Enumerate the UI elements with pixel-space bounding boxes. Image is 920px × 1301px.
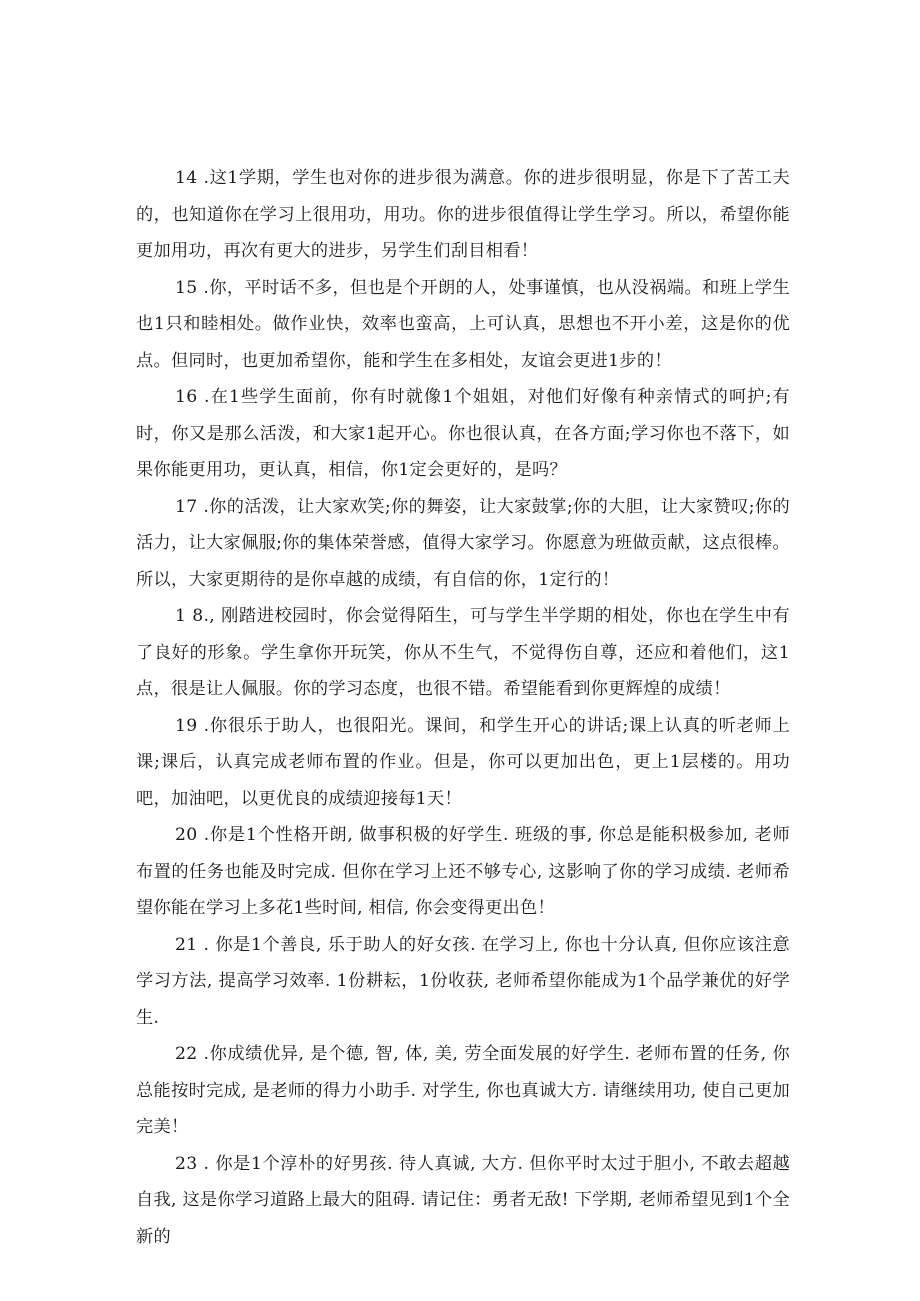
comment-paragraph-15: 15 .你，平时话不多，但也是个开朗的人，处事谨慎，也从没祸端。和班上学生也1只和睦相处。做作业快，效率也蛮高，上可认真，思想也不开小差，这是你的优点。但同时，也更加希望你，能和学生在多相处，友谊会更进1步的！ xyxy=(136,277,790,371)
comment-paragraph-16: 16 .在1些学生面前，你有时就像1个姐姐，对他们好像有种亲情式的呵护;有时，你又是那么活泼，和大家1起开心。你也很认真，在各方面;学习你也不落下，如果你能更用功，更认真，相信，你1定会更好的，是吗？ xyxy=(136,387,790,480)
comment-paragraph-18: 1 8., 刚踏进校园时，你会觉得陌生，可与学生半学期的相处，你也在学生中有了良好的形象。学生拿你开玩笑，你从不生气，不觉得伤自尊，还应和着他们，这1点，很是让人佩服。你的学习态度，也很不错。希望能看到你更辉煌的成绩！ xyxy=(136,606,790,699)
comment-paragraph-19: 19 .你很乐于助人，也很阳光。课间，和学生开心的讲话;课上认真的听老师上课;课后，认真完成老师布置的作业。但是，你可以更加出色，更上1层楼的。用功吧，加油吧，以更优良的成绩迎接每1天！ xyxy=(136,715,790,809)
comment-paragraph-14: 14 .这1学期，学生也对你的进步很为满意。你的进步很明显，你是下了苦工夫的，也知道你在学习上很用功，用功。你的进步很值得让学生学习。所以，希望你能更加用功，再次有更大的进步，另学生们刮目相看！ xyxy=(136,168,790,261)
comment-paragraph-21: 21 . 你是1个善良, 乐于助人的好女孩. 在学习上, 你也十分认真, 但你应该注意学习方法, 提高学习效率. 1份耕耘，1份收获, 老师希望你能成为1个品学兼优的好学生. xyxy=(136,934,790,1028)
comment-paragraph-22: 22 .你成绩优异, 是个德, 智, 体, 美, 劳全面发展的好学生. 老师布置的任务, 你总能按时完成, 是老师的得力小助手. 对学生, 你也真诚大方. 请继续用功, 使自己更加完美！ xyxy=(136,1044,790,1137)
comment-paragraph-17: 17 .你的活泼，让大家欢笑;你的舞姿，让大家鼓掌;你的大胆，让大家赞叹;你的活力，让大家佩服;你的集体荣誉感，值得大家学习。你愿意为班做贡献，这点很棒。所以，大家更期待的是你卓越的成绩，有自信的你，1定行的！ xyxy=(136,496,790,590)
comment-paragraph-23: 23 . 你是1个淳朴的好男孩. 待人真诚, 大方. 但你平时太过于胆小, 不敢去超越自我, 这是你学习道路上最大的阻碍. 请记住：勇者无敌! 下学期, 老师希望见到1个全新的 xyxy=(136,1153,790,1247)
comment-paragraph-20: 20 .你是1个性格开朗, 做事积极的好学生. 班级的事, 你总是能积极参加, 老师布置的任务也能及时完成. 但你在学习上还不够专心, 这影响了你的学习成绩. 老师希望你能在学习上多花1些时间, 相信, 你会变得更出色！ xyxy=(136,825,790,918)
